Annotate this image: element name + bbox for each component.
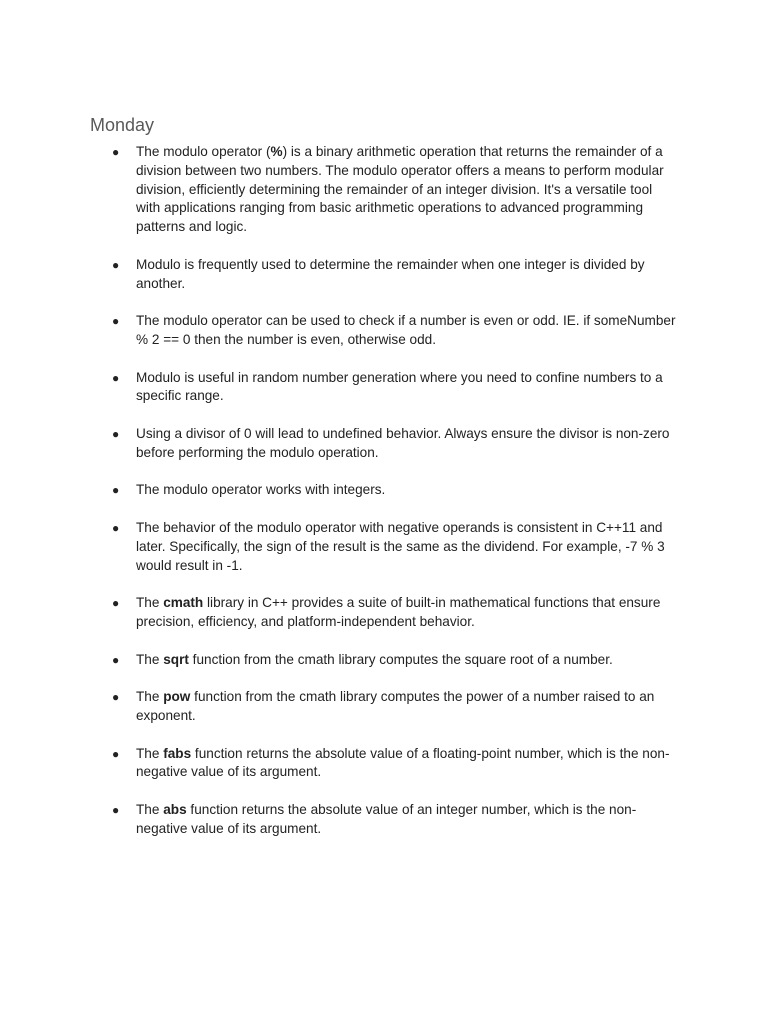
- bullet-icon: ●: [112, 145, 120, 159]
- bullet-icon: ●: [112, 257, 120, 272]
- list-item-text: Modulo is frequently used to determine the remainder when one integer is divided by another.: [136, 256, 645, 291]
- list-item: [0, 143, 676, 237]
- bullet-icon: ●: [112, 370, 120, 385]
- list-item-text: The fabs function returns the absolute value of a floating-point number, which is the non-negative value of its argument.: [136, 745, 670, 780]
- bullet-icon: ●: [112, 314, 120, 329]
- list-item: [0, 425, 676, 463]
- list-item-text: Modulo is useful in random number generation where you need to confine numbers to a specific range.: [136, 369, 663, 404]
- list-item: [0, 369, 676, 407]
- list-item-text: The modulo operator works with integers.: [136, 482, 386, 498]
- list-item-text: The abs function returns the absolute value of an integer number, which is the non-negative value of its argument.: [136, 801, 637, 836]
- bullet-icon: ●: [112, 520, 120, 535]
- list-item: [0, 688, 676, 726]
- bullet-icon: ●: [112, 652, 120, 667]
- list-item: [0, 801, 676, 839]
- bullet-icon: ●: [112, 426, 120, 441]
- list-item: [0, 519, 676, 575]
- list-item: [0, 594, 676, 632]
- list-item-text: The pow function from the cmath library computes the power of a number raised to an exponent.: [136, 689, 655, 723]
- list-item-text: Using a divisor of 0 will lead to undefined behavior. Always ensure the divisor is non-zero before performing the modulo operation.: [136, 425, 670, 460]
- list-item: [0, 312, 676, 350]
- bullet-icon: ●: [112, 746, 120, 761]
- list-item: [0, 745, 676, 783]
- bullet-icon: ●: [112, 483, 120, 498]
- list-item-text: The behavior of the modulo operator with negative operands is consistent in C++11 and later. Specifically, the sign of the result is the same as the dividend. For example, -7 % 3 would result in -1.: [136, 519, 665, 573]
- bullet-icon: ●: [112, 596, 120, 611]
- bullet-icon: ●: [112, 802, 120, 817]
- list-item: [0, 651, 676, 670]
- list-item: [0, 481, 676, 500]
- bullet-list: [0, 143, 768, 857]
- bullet-icon: ●: [112, 690, 120, 705]
- list-item-text: The modulo operator (%) is a binary arithmetic operation that returns the remainder of a division between two numbers. The modulo operator offers a means to perform modular division, efficiently determining the remainder of an integer division. It's a versatile tool with applications ranging from basic arithmetic operations to advanced programming patterns and logic.: [136, 144, 664, 235]
- list-item-text: The cmath library in C++ provides a suite of built-in mathematical functions that ensure precision, efficiency, and platform-independent behavior.: [136, 595, 661, 629]
- list-item-text: The sqrt function from the cmath library computes the square root of a number.: [136, 651, 613, 667]
- page-heading: Monday: [90, 115, 155, 135]
- list-item-text: The modulo operator can be used to check if a number is even or odd. IE. if someNumber % 2 == 0 then the number is even, otherwise odd.: [136, 313, 676, 347]
- list-item: [0, 256, 676, 294]
